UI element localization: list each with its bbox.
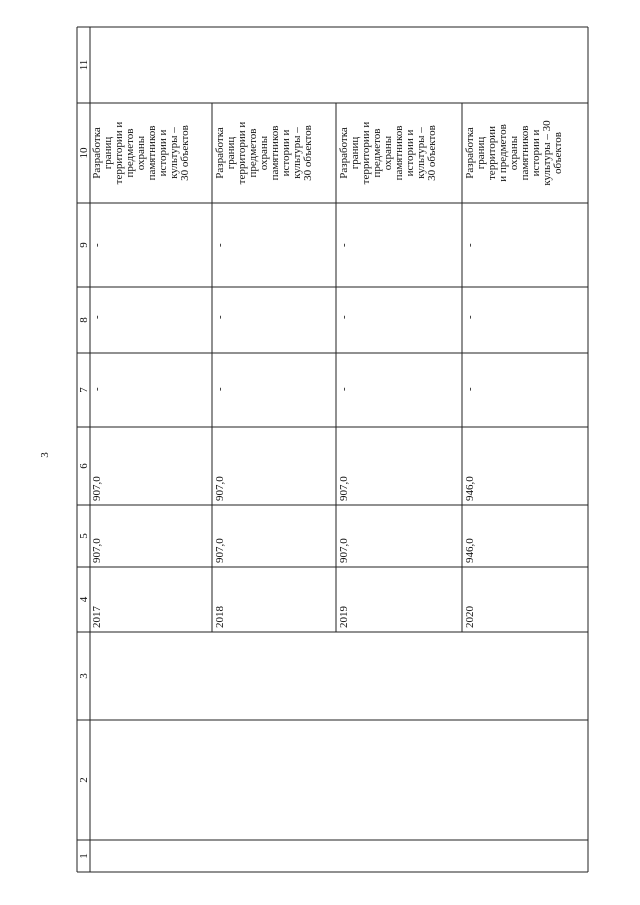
description-line: охраны xyxy=(135,135,147,171)
col7-value: - xyxy=(91,387,103,391)
description-line: памятников xyxy=(146,125,158,181)
col7-value: - xyxy=(338,387,350,391)
description-line: Разработка xyxy=(464,127,476,179)
col7-value: - xyxy=(214,387,226,391)
column-header-6: 6 xyxy=(78,463,90,469)
description-line: 30 объектов xyxy=(302,125,314,181)
description-line: предметов xyxy=(124,128,136,178)
column-header-4: 4 xyxy=(78,596,90,603)
description-line: границ xyxy=(225,136,237,170)
description-line: границ xyxy=(102,136,114,170)
col9-value: - xyxy=(91,243,103,247)
description-line: и предметов xyxy=(497,124,509,182)
description-line: границ xyxy=(475,136,487,170)
description-line: границ xyxy=(349,136,361,170)
col6-value: 907,0 xyxy=(91,476,103,501)
col8-value: - xyxy=(91,315,103,319)
col8-value: - xyxy=(338,315,350,319)
description-line: Разработка xyxy=(214,127,226,179)
col9-value: - xyxy=(464,243,476,247)
column-header-11: 11 xyxy=(78,59,90,71)
year-cell: 2017 xyxy=(91,606,103,628)
description-line: 30 объектов xyxy=(426,125,438,181)
description-line: памятников xyxy=(519,125,531,181)
table-cells xyxy=(78,60,564,859)
column-header-7: 7 xyxy=(78,387,90,393)
column-header-2: 2 xyxy=(78,777,90,783)
page-number: 3 xyxy=(39,452,51,458)
description-line: территории xyxy=(486,125,498,181)
column-header-9: 9 xyxy=(78,242,90,248)
column-header-8: 8 xyxy=(78,317,90,323)
col6-value: 907,0 xyxy=(338,476,350,501)
col9-value: - xyxy=(214,243,226,247)
description-line: территории и xyxy=(360,121,372,185)
column-header-3: 3 xyxy=(78,673,90,679)
description-line: Разработка xyxy=(338,127,350,179)
description-line: истории и xyxy=(280,129,292,177)
col6-value: 907,0 xyxy=(214,476,226,501)
year-cell: 2019 xyxy=(338,606,350,628)
column-header-10: 10 xyxy=(78,147,90,159)
description-line: территории и xyxy=(236,121,248,185)
description-line: охраны xyxy=(382,135,394,171)
description-line: памятников xyxy=(269,125,281,181)
description-line: культуры – xyxy=(415,127,427,179)
col7-value: - xyxy=(464,387,476,391)
col5-value: 946,0 xyxy=(464,538,476,563)
description-line: памятников xyxy=(393,125,405,181)
description-line: культуры – xyxy=(291,127,303,179)
description-line: истории и xyxy=(157,129,169,177)
col5-value: 907,0 xyxy=(338,538,350,563)
description-line: культуры – xyxy=(168,127,180,179)
column-header-5: 5 xyxy=(78,533,90,539)
col8-value: - xyxy=(214,315,226,319)
col5-value: 907,0 xyxy=(91,538,103,563)
column-header-1: 1 xyxy=(78,853,90,859)
description-line: территории и xyxy=(113,121,125,185)
col9-value: - xyxy=(338,243,350,247)
description-line: истории и xyxy=(530,129,542,177)
year-cell: 2020 xyxy=(464,606,476,628)
description-line: предметов xyxy=(247,128,259,178)
description-line: объектов xyxy=(552,132,564,174)
description-line: культуры – 30 xyxy=(541,120,553,186)
description-line: 30 объектов xyxy=(179,125,191,181)
description-line: предметов xyxy=(371,128,383,178)
col6-value: 946,0 xyxy=(464,476,476,501)
description-line: охраны xyxy=(508,135,520,171)
col8-value: - xyxy=(464,315,476,319)
year-cell: 2018 xyxy=(214,606,226,628)
description-line: охраны xyxy=(258,135,270,171)
description-line: истории и xyxy=(404,129,416,177)
col5-value: 907,0 xyxy=(214,538,226,563)
description-line: Разработка xyxy=(91,127,103,179)
